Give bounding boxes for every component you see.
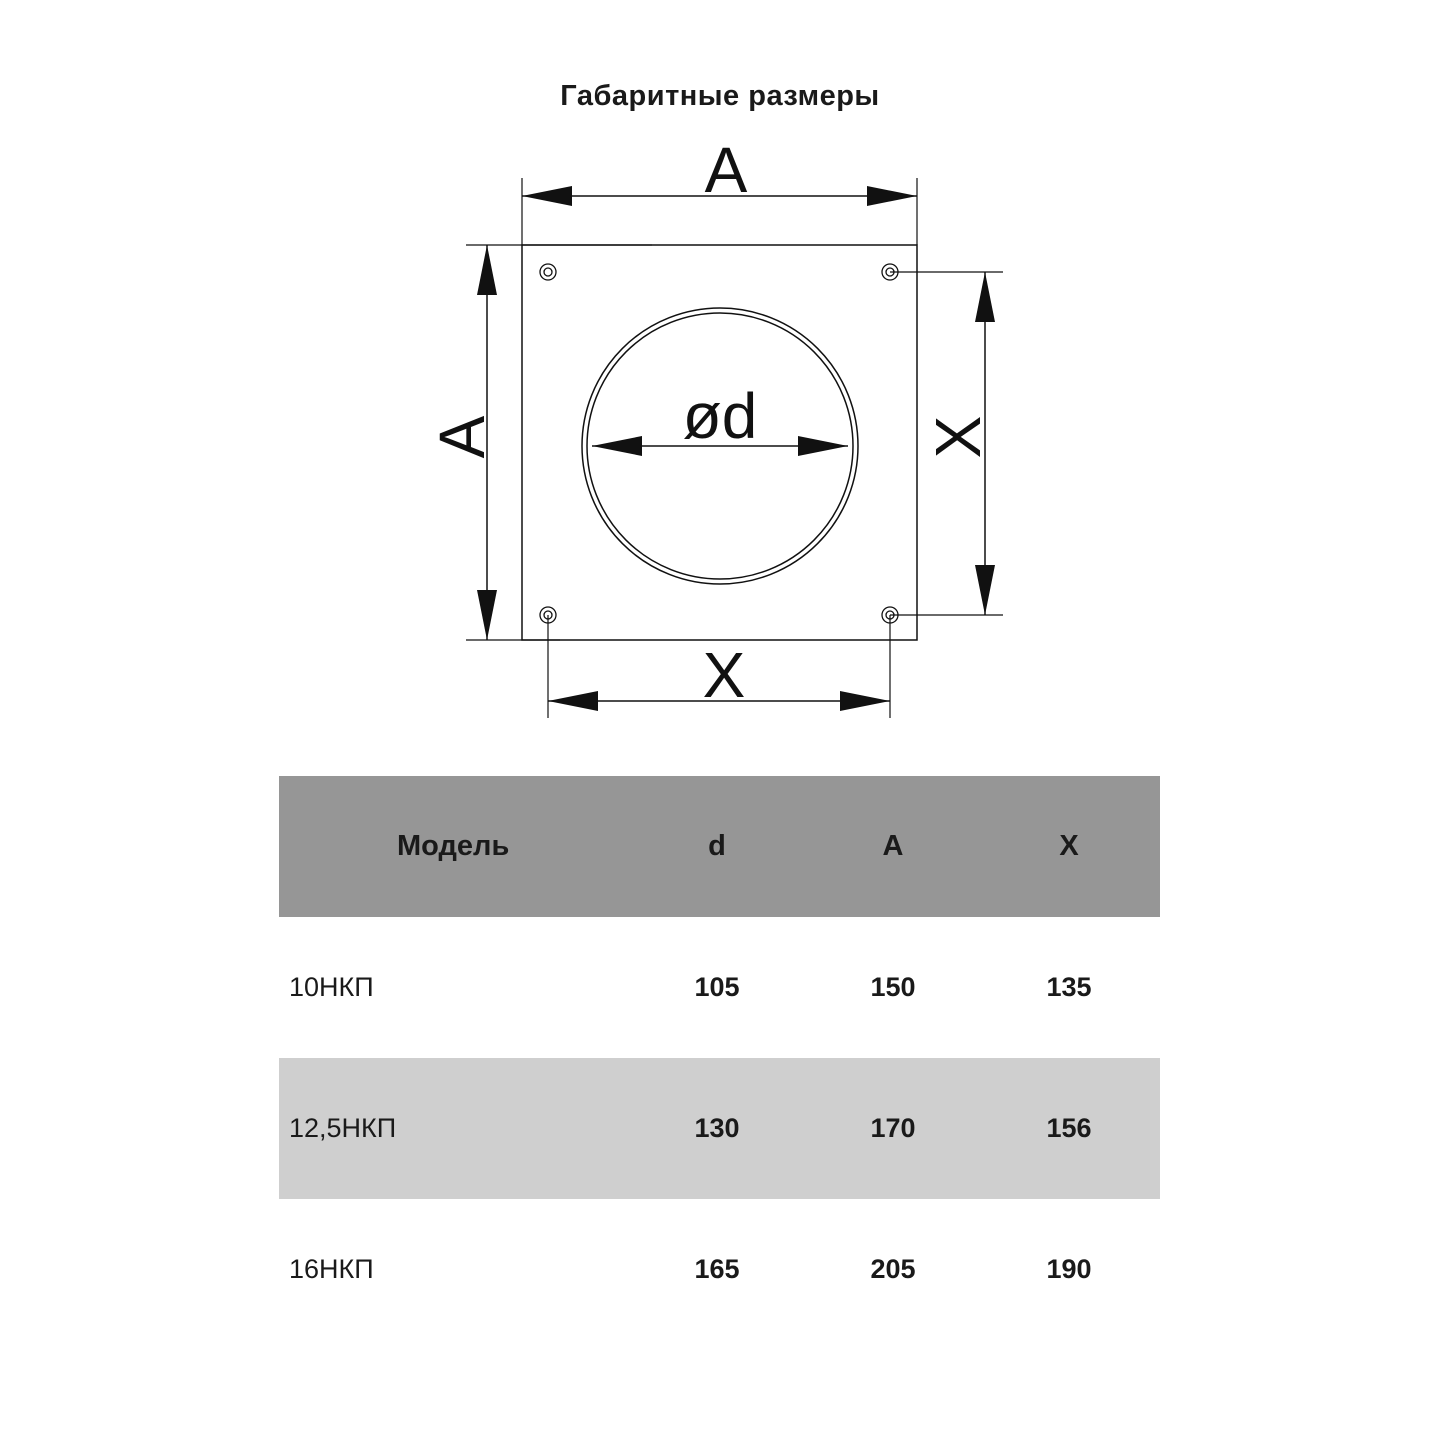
- cell-model: 12,5НКП: [289, 1113, 397, 1143]
- cell-A: 170: [870, 1113, 916, 1143]
- header-d: d: [708, 830, 726, 862]
- page-title: Габаритные размеры: [560, 80, 880, 112]
- cell-A: 150: [870, 972, 916, 1002]
- cell-A: 205: [870, 1254, 916, 1284]
- cell-X: 190: [1046, 1254, 1092, 1284]
- label-X-bottom: X: [702, 639, 746, 711]
- table-row: [279, 1058, 1160, 1199]
- dimensions-table: [279, 776, 1160, 1340]
- cell-d: 165: [694, 1254, 740, 1284]
- cell-model: 16НКП: [289, 1254, 374, 1284]
- cell-X: 135: [1046, 972, 1092, 1002]
- cell-X: 156: [1046, 1113, 1092, 1143]
- table-header-row: [279, 776, 1160, 917]
- header-X: X: [1059, 830, 1079, 862]
- bolt-top-left: [540, 264, 556, 280]
- label-A-left: A: [426, 415, 498, 459]
- label-X-right: X: [922, 415, 994, 459]
- header-A: A: [882, 830, 904, 862]
- table-row: [279, 1199, 1160, 1340]
- label-d: ød: [682, 380, 758, 452]
- label-A-top: A: [704, 134, 748, 206]
- cell-model: 10НКП: [289, 972, 374, 1002]
- cell-d: 130: [694, 1113, 740, 1143]
- cell-d: 105: [694, 972, 740, 1002]
- header-model: Модель: [397, 830, 510, 862]
- table-row: [279, 917, 1160, 1058]
